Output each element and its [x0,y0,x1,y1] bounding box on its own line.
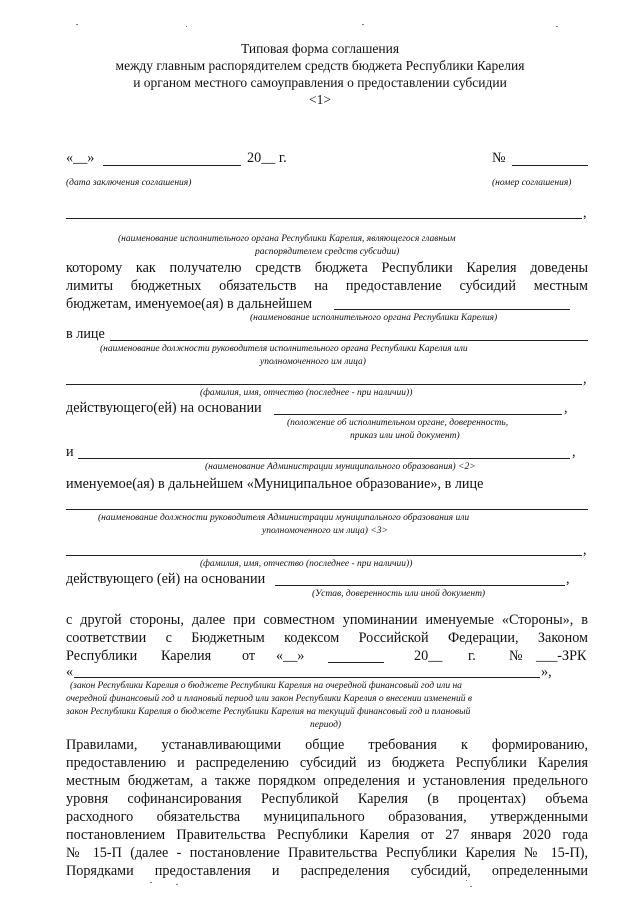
acting-basis-caption-2: (Устав, доверенность или иной документ) [312,589,486,599]
date-month-blank [103,165,241,166]
para2-law-number-label: № [509,648,523,664]
acting-basis-blank-1 [274,414,562,415]
in-person-caption-2: уполномоченного им лица) [260,357,366,367]
para2-law-year-suffix: г. [468,648,476,664]
scan-speck [470,886,472,887]
para3-line-3: местным бюджетам, а также порядком определения и установления предельного [66,773,588,789]
para1-line-3: бюджетам, именуемое(ая) в дальнейшем [66,296,313,312]
form-title-line-3: и органом местного самоуправления о предоставлении субсидии [133,75,507,90]
fio-blank-1 [66,384,582,385]
agreement-number-label: № [492,150,506,166]
in-person-blank [110,340,588,341]
comma: , [583,205,587,221]
para3-line-4: уровня софинансирования Республикой Карелия (в процентах) объема [66,791,588,807]
para3-line-1: Правилами, устанавливающими общие требования к формированию, [66,737,588,753]
law-name-open-quote: « [66,664,74,680]
executive-organ-caption-2: распорядителем средств субсидии) [255,247,400,257]
recipient-name-blank [334,309,570,310]
municipal-text: именуемое(ая) в дальнейшем «Муниципальное образование», в лице [66,476,484,492]
para2-law-day: «__» [276,648,305,664]
acting-basis-caption-1b: приказ или иной документ) [350,431,460,441]
para1-caption: (наименование исполнительного органа Республики Карелия) [250,313,498,323]
para1-line-1: которому как получателю средств бюджета Республики Карелия доведены [66,260,588,276]
para2-law-number: ___-ЗРК [536,648,587,664]
para2-line-1: с другой стороны, далее при совместном упоминании именуемые «Стороны», в [66,612,588,628]
law-caption-line-1: (закон Республики Карелия о бюджете Республики Карелия на очередной финансовый год или на [70,681,462,691]
agreement-number-blank [512,165,588,166]
para3-line-7: № 15-П (далее - постановление Правительства Республики Карелия № 15-П), [66,845,588,861]
municipal-caption-1: (наименование должности руководителя Администрации муниципального образования или [98,513,470,523]
comma: , [564,400,568,416]
number-caption: (номер соглашения) [492,178,572,188]
acting-basis-blank-2 [275,585,565,586]
form-title-line-1: Типовая форма соглашения [240,41,400,56]
para2-line-2: соответствии с Бюджетным кодексом Российской Федерации, Законом [66,630,588,646]
law-caption-line-2: очередной финансовый год и плановый период или закон Республики Карелия о внесении изменений в [66,694,472,704]
comma: , [583,371,587,387]
comma: , [583,542,587,558]
in-person-caption-1: (наименование должности руководителя исполнительного органа Республики Карелия или [100,344,468,354]
fio-caption-2: (фамилия, имя, отчество (последнее - при наличии)) [200,559,413,569]
para3-line-2: предоставлению и распределению субсидий из бюджета Республики Карелия [66,755,588,771]
para3-line-8: Порядками предоставления и распределения субсидий, определенными [66,863,588,879]
municipal-head-blank [66,509,588,510]
para2-law-year: 20__ [414,648,443,664]
in-person-label: в лице [66,326,105,342]
comma: , [572,444,576,460]
scan-speck [556,26,558,27]
law-name-close-quote: », [541,664,552,680]
scan-speck [466,880,467,881]
para2-word-republic: Республики [66,648,138,664]
date-year: 20__ г. [247,150,287,166]
scan-speck [76,24,78,25]
law-caption-line-3: закон Республики Карелия о бюджете Республики Карелия на текущий финансовый год и плановый [66,707,471,717]
para3-line-5: расходного обязательства муниципального образования, утвержденными [66,809,588,825]
and-label: и [66,444,74,460]
para1-line-2: лимиты бюджетных обязательств на предоставление субсидий местным [66,278,588,294]
administration-caption: (наименование Администрации муниципального образования) <2> [205,462,476,472]
scan-speck [150,882,152,883]
form-title-line-2: между главным распорядителем средств бюджета Республики Карелия [115,58,525,73]
municipal-caption-2: уполномоченного им лица) <3> [262,526,388,536]
scan-speck [186,26,187,27]
executive-organ-caption-1: (наименование исполнительного органа Республики Карелия, являющегося главным [118,234,456,244]
para3-line-6: постановлением Правительства Республики Карелия от 27 января 2020 года [66,827,588,843]
date-caption: (дата заключения соглашения) [66,178,192,188]
footnote-ref-1: <1> [309,92,331,107]
acting-basis-label-1: действующего(ей) на основании [66,400,262,416]
acting-basis-label-2: действующего (ей) на основании [66,571,266,587]
fio-caption-1: (фамилия, имя, отчество (последнее - при наличии)) [200,388,413,398]
scan-speck [362,24,364,25]
fio-blank-2 [66,555,582,556]
para2-word-karelia: Карелия [161,648,212,664]
executive-organ-blank [66,218,582,219]
para2-law-month-blank [328,662,384,663]
administration-blank [78,458,570,459]
law-caption-line-4: период) [310,720,342,730]
para2-word-from: от [242,648,256,664]
scan-speck [176,884,178,885]
comma: , [566,571,570,587]
date-day: «__» [66,150,95,166]
acting-basis-caption-1a: (положение об исполнительном органе, доверенность, [287,418,509,428]
law-name-blank [74,677,540,678]
